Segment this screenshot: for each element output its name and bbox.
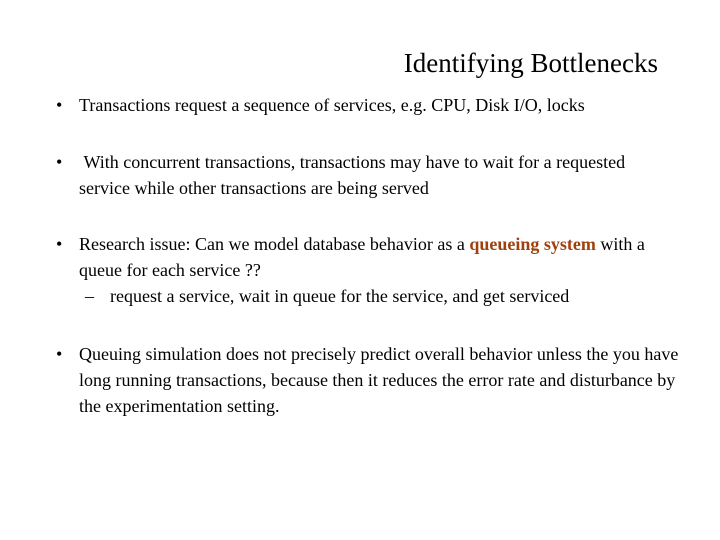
highlighted-term: queueing system	[469, 234, 596, 254]
bullet-marker: •	[56, 152, 63, 172]
bullet-text: Transactions request a sequence of services, e.g. CPU, Disk I/O, locks	[79, 95, 585, 115]
bullet-text	[79, 231, 679, 309]
bullet-marker: •	[56, 234, 63, 254]
sub-bullet-text: request a service, wait in queue for the service, and get serviced	[110, 286, 570, 306]
slide-title: Identifying Bottlenecks	[403, 48, 658, 78]
dash-marker: –	[85, 286, 94, 306]
bullet-text-after: with a queue for each service ??	[79, 234, 650, 280]
bullet-text: Queuing simulation does not precisely predict overall behavior unless the you have long running transactions, because then it reduces the error rate and disturbance by the experimentation setting.	[79, 344, 679, 416]
bullet-marker: •	[56, 95, 63, 115]
sub-bullet-item	[79, 283, 679, 309]
bullet-marker: •	[56, 344, 63, 364]
bullet-text: With concurrent transactions, transactions may have to wait for a requested service while other transactions are being served	[79, 152, 630, 198]
bullet-text-before: Research issue: Can we model database behavior as a	[79, 234, 470, 254]
